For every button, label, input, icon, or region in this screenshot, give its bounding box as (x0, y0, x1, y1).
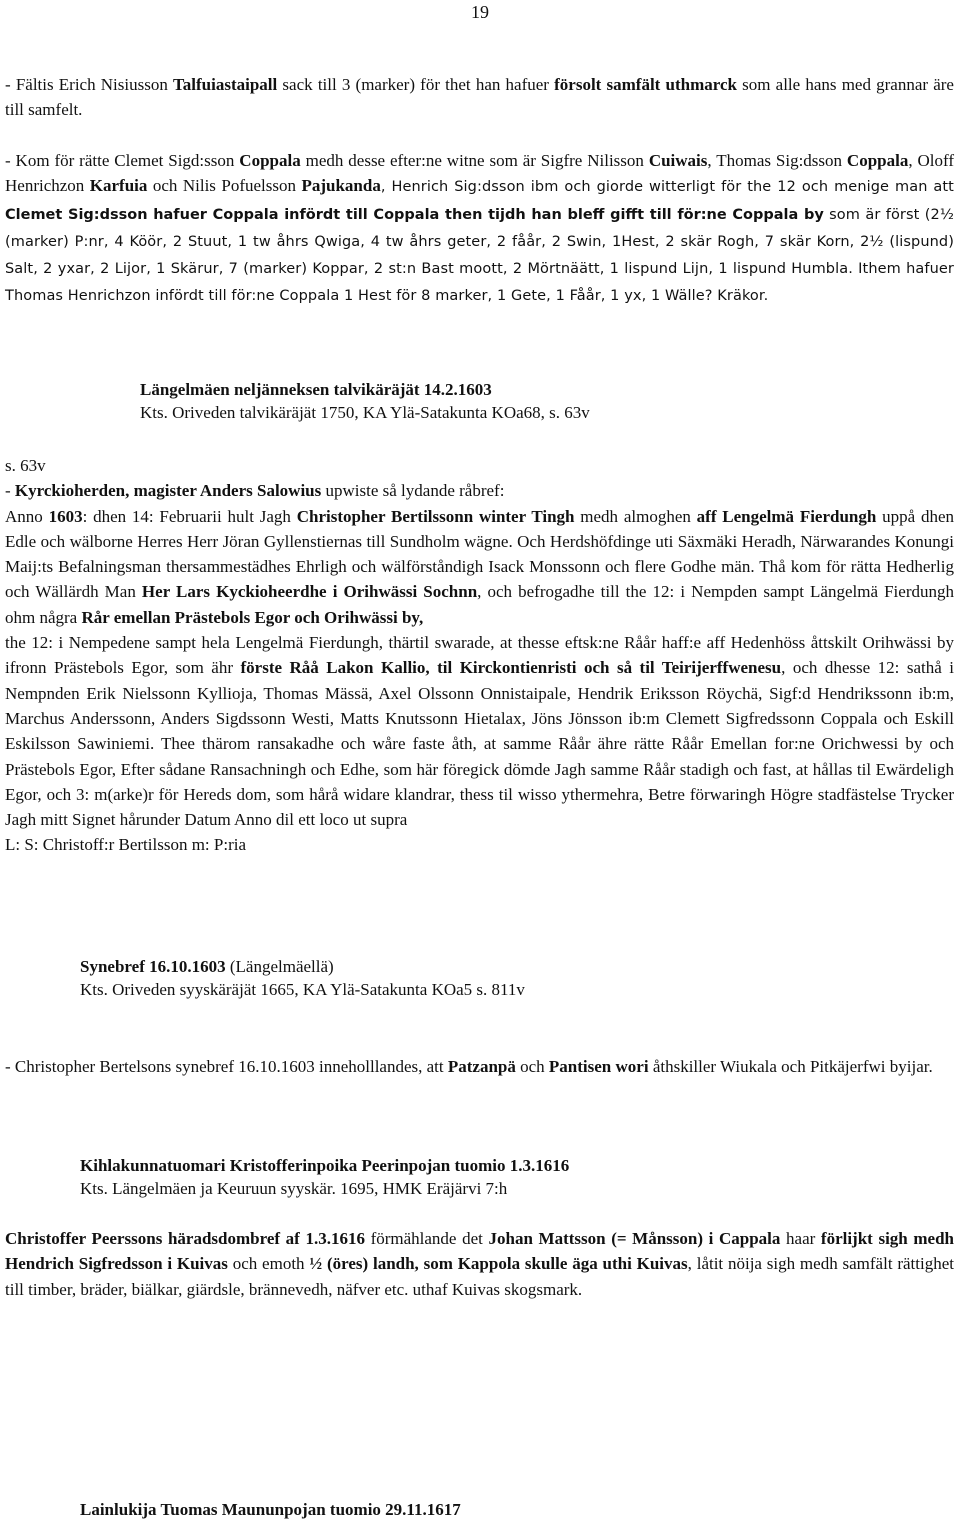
text: upwiste så lydande råbref: (321, 481, 505, 501)
text: - (5, 481, 15, 501)
text: och Nilis Pofuelsson (147, 176, 302, 196)
emphasis: Christopher Bertilssonn winter Tingh (296, 506, 575, 526)
text: , och dhesse 12: sathå i Nempnden Erik Nielssonn Kyllioja, Thomas Mässä, Axel Olssonn Onnistaipale, Hendrik Eriksson Röychä, Sigf:d Hendrikssonn ib:m, Marchus Anderssonn, Anders Sigdssonn Westi, Matts Knutssonn Hietalax, Jöns Jönsson ib:m Clemett Sigfredssonn Coppala och Eskill Eskilsson Sawiniemi. Thee thärom ransakadhe och wåre faste åth, at samme Råår ähre rätte Råår Emellan for:ne Orichwessi by och Prästebols Egor, Efter sådane Ransachningh och Edhe, som här föregick dömde Jagh samme Råår stadigh och fast, at hållas til Ewärdeligh Egor, och 3: m(arke)r för Hereds dom, som hårå widare klandrar, thess til wisso ythermehra, Betre förwaringh Högre stadfästelse Trycker Jagh mitt Signet hårunder Datum Anno dil ett loco ut supra (5, 658, 955, 830)
text: uppå dhen Edle och wälborne Herres Herr Jöran Gyllenstiernas till Sundholm wägne. Och Herdshöfdinge uti Säxmäki Heradh, Närwarandes Konungi Maij:ts Befalningsman thersammestädhes Ehrligh och wälförståndigh Isack Monssonn och flere Godhe män. Thå kom för rätta Hedherlig och Wällärdh Man (5, 506, 955, 602)
text: the 12: i Nempedene sampt hela Lengelmä Fierdungh, thärtil swarade, at thesse eftsk:ne Råår haff:e aff Hedenhöss åttskilt Orihwässi by ifronn Prästebols Egor, som ähr (5, 633, 954, 678)
signature-line: L: S: Christoff:r Bertilsson m: P:ria (5, 835, 246, 855)
place-name: Karfuia (89, 176, 148, 196)
emphasis: aff Lengelmä Fierdungh (696, 506, 877, 526)
text: , Oloff Henrichzon (5, 151, 955, 196)
place-name: Pantisen wori (548, 1057, 649, 1076)
reference-title: Längelmäen neljänneksen talvikäräjät 14.2.1603 (140, 380, 492, 399)
sans-section (5, 179, 954, 304)
page-ref: s. 63v (5, 456, 46, 475)
reference-source: Kts. Oriveden syyskäräjät 1665, KA Ylä-Satakunta KOa5 s. 811v (80, 980, 525, 999)
place-name: Coppala (239, 151, 301, 170)
text: - Fältis Erich Nisiusson (5, 75, 174, 94)
page-number: 19 (471, 2, 489, 22)
emphasis: Kyrckioherden, magister Anders Salowius (14, 481, 322, 501)
place-name: Cuiwais (648, 151, 708, 170)
emphasis: Rår emellan Prästebols Egor och Orihwässi by, (81, 607, 424, 627)
reference-source: Kts. Oriveden talvikäräjät 1750, KA Ylä-Satakunta KOa68, s. 63v (140, 403, 590, 422)
paragraph-haradsdombref (5, 1226, 954, 1302)
text: , Thomas Sig:dsson (707, 151, 847, 170)
emphasis: försolt samfält uthmarck (554, 75, 737, 94)
emphasis: förlijkt sigh medh Hendrich Sigfredsson i Kuivas (5, 1229, 954, 1274)
paragraph-coppala (5, 148, 954, 310)
paragraph-faltis (5, 72, 954, 123)
place-name: Patzanpä (447, 1057, 516, 1076)
text: : dhen 14: Februarii hult Jagh (82, 506, 297, 526)
text: förmählande det (364, 1229, 489, 1248)
text: åthskiller Wiukala och Pitkäjerfwi byijar. (648, 1057, 933, 1076)
text: , Henrich Sig:dsson ibm och giorde witterligt för the 12 och menige man att (380, 179, 954, 196)
reference-title: Synebref 16.10.1603 (80, 957, 226, 976)
reference-header-4 (80, 1498, 461, 1521)
emphasis: Christoffer Peerssons häradsdombref af 1.3.1616 (5, 1229, 365, 1248)
place-name: Talfuiastaipall (173, 75, 278, 94)
emphasis: förste Råå Lakon Kallio, til Kirckontienristi och så til Teirijerffwenesu (240, 658, 782, 678)
reference-title: Lainlukija Tuomas Maununpojan tuomio 29.11.1617 (80, 1500, 461, 1519)
paragraph-rabref (5, 453, 954, 858)
text: sack till 3 (marker) för thet han hafuer (277, 75, 555, 94)
emphasis: ½ (öres) landh, som Kappola skulle äga uthi Kuivas (309, 1254, 688, 1274)
text: , och befrogadhe till the 12: i Nempden sampt Längelmä Fierdungh ohm några (5, 582, 954, 627)
text: - Christopher Bertelsons synebref 16.10.1603 inneholllandes, att (5, 1057, 448, 1076)
reference-title: Kihlakunnatuomari Kristofferinpoika Peerinpojan tuomio 1.3.1616 (80, 1156, 570, 1175)
emphasis: 1603 (48, 506, 83, 526)
emphasis: Johan Mattsson (= Månsson) i Cappala (488, 1229, 781, 1248)
place-name: Coppala (846, 151, 909, 170)
emphasis: Clemet Sig:dsson hafuer Coppala infördt till Coppala then tijdh han bleff gifft till för:ne Coppala by (5, 206, 824, 223)
text: , låtit nöija sigh medh samfält rättighet till timber, bräder, biälkar, giärdsle, brännevedh, näfver etc. uthaf Kuivas skogsmark. (5, 1254, 954, 1299)
text: - Kom för rätte Clemet Sigd:sson (5, 151, 240, 170)
text: medh desse efter:ne witne som är Sigfre Nilisson (300, 151, 649, 170)
emphasis: Her Lars Kyckioheerdhe i Orihwässi Sochnn (141, 582, 478, 602)
text: (Längelmäellä) (225, 957, 334, 976)
text: haar (780, 1229, 821, 1248)
place-name: Pajukanda (301, 176, 381, 196)
reference-header-2 (80, 955, 525, 1001)
text: som alle hans med grannar äre till samfelt. (5, 75, 954, 120)
reference-header-1 (140, 378, 590, 424)
text: och (515, 1057, 549, 1076)
reference-header-3 (80, 1154, 569, 1200)
text: Anno (5, 506, 49, 526)
reference-source: Kts. Längelmäen ja Keuruun syyskär. 1695, HMK Eräjärvi 7:h (80, 1179, 508, 1198)
paragraph-synebref (5, 1054, 954, 1079)
text: som är först (2½ (marker) P:nr, 4 Köör, 2 Stuut, 1 tw åhrs Qwiga, 4 tw åhrs geter, 2 fåår, 2 Swin, 1Hest, 2 skär Rogh, 7 skär Korn, 2½ (lispund) Salt, 2 yxar, 2 Lijor, 1 Skärur, 7 (marker) Koppar, 2 st:n Bast moott, 2 Mörtnäätt, 1 lispund Lijn, 1 lispund Humbla. Ithem hafuer Thomas Henrichzon infördt till för:ne Coppala 1 Hest för 8 marker, 1 Gete, 1 Fåår, 1 yx, 1 Wälle? Kräkor. (5, 206, 954, 305)
text: medh almoghen (574, 506, 697, 526)
text: och emoth (227, 1254, 310, 1274)
